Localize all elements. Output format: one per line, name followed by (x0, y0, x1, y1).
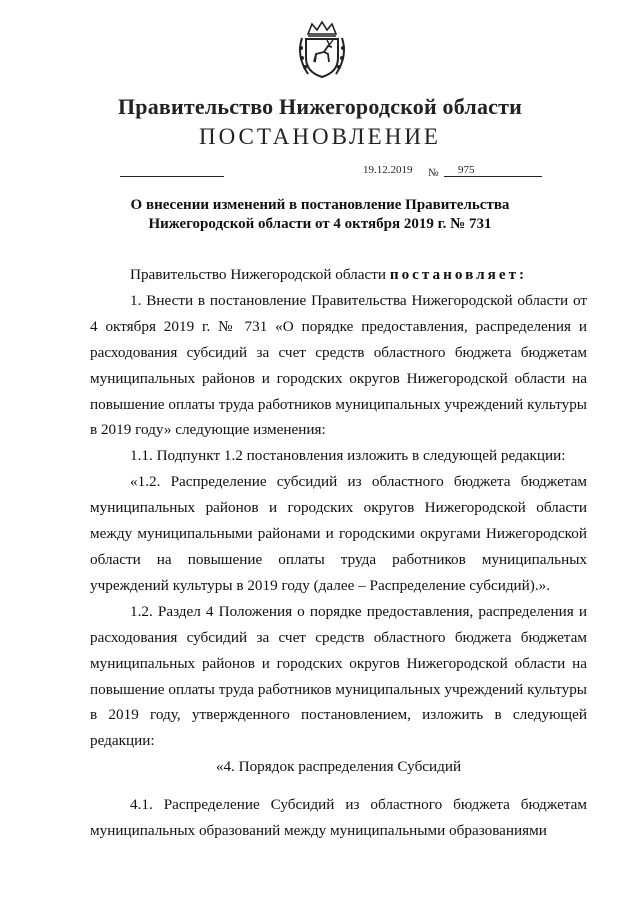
document-subject (60, 196, 580, 234)
paragraph-1-2: 1.2. Раздел 4 Положения о порядке предоставления, распределения и расходования субсидий за счет средств областного бюджета бюджетам муниципальных районов и городских округов Нижегородской области на повышение оплаты труда работников муниципальных учреждений культуры в 2019 году, утвержденного постановлением, изложить в следующей редакции: (90, 602, 587, 750)
coat-of-arms-icon (294, 20, 350, 80)
section-heading: «4. Порядок распределения Субсидий (215, 758, 462, 776)
number-label: № (428, 167, 439, 179)
number-underline (444, 176, 542, 177)
document-number: 975 (458, 164, 475, 176)
document-body (90, 262, 587, 844)
date-left-line (120, 176, 224, 177)
intro-paragraph (90, 262, 587, 288)
paragraph-4-1: 4.1. Распределение Субсидий из областного бюджета бюджетам муниципальных образований между муниципальными образованиями (90, 796, 587, 840)
subject-line-2: Нижегородской области от 4 октября 2019 г. № 731 (148, 216, 492, 232)
paragraph-1-1: 1.1. Подпункт 1.2 постановления изложить в следующей редакции: (130, 447, 566, 465)
subject-line-1: О внесении изменений в постановление Правительства (130, 197, 510, 213)
paragraph-1: 1. Внести в постановление Правительства Нижегородской области от 4 октября 2019 г. № 731 «О порядке предоставления, распределения и расходования субсидий за счет средств областного бюджета бюджетам муниципальных районов и городских округов Нижегородской области на повышение оплаты труда работников муниципальных учреждений культуры в 2019 году» следующие изменения: (90, 291, 587, 439)
document-type: ПОСТАНОВЛЕНИЕ (199, 124, 441, 149)
government-title: Правительство Нижегородской области (117, 94, 522, 119)
document-date: 19.12.2019 (363, 164, 413, 176)
intro-prefix: Правительство Нижегородской области (130, 266, 390, 283)
intro-resolves: постановляет: (389, 266, 528, 283)
paragraph-quote-1-2: «1.2. Распределение субсидий из областного бюджета бюджетам муниципальных районов и городских округов Нижегородской области между муниципальными районами и городскими округами Нижегородской области на повышение оплаты труда работников муниципальных учреждений культуры в 2019 году (далее – Распределение субсидий).». (90, 473, 587, 594)
